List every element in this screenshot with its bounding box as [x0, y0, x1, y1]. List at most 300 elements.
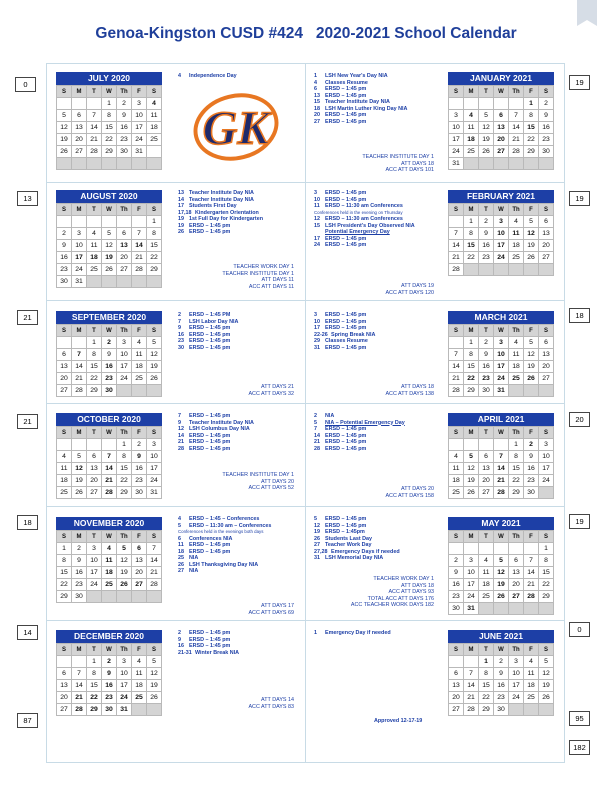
weekday-header: M [72, 644, 87, 656]
day-cell [539, 487, 554, 499]
day-cell: 23 [479, 252, 494, 264]
weekday-header: S [449, 531, 464, 543]
event-line [178, 345, 238, 352]
event-text: ERSD – 1:45 pm [325, 344, 367, 351]
weekday-header: S [57, 427, 72, 439]
event-date: 19 [178, 222, 184, 229]
event-date: 25 [178, 555, 184, 561]
day-cell: 3 [494, 337, 509, 349]
month-grid [448, 643, 554, 716]
weekday-header: S [57, 86, 72, 98]
weekday-header: M [464, 427, 479, 439]
day-cell: 12 [117, 555, 132, 567]
day-cell: 12 [524, 228, 539, 240]
row-divider [46, 403, 565, 404]
day-cell: 28 [464, 704, 479, 716]
event-date: 17,18 [178, 209, 192, 216]
event-text: Emergency Days if needed [331, 548, 400, 555]
day-cell [72, 98, 87, 110]
day-cell: 6 [509, 555, 524, 567]
day-cell [72, 439, 87, 451]
events-november [178, 516, 271, 575]
day-cell: 17 [509, 680, 524, 692]
row-divider [46, 300, 565, 301]
day-cell: 1 [464, 337, 479, 349]
day-cell: 20 [132, 567, 147, 579]
day-cell: 26 [102, 264, 117, 276]
event-text: LSH Columbus Day NIA [189, 426, 250, 432]
day-cell: 10 [539, 451, 554, 463]
month-grid [448, 530, 554, 615]
day-cell: 11 [509, 349, 524, 361]
weekday-header: F [132, 427, 147, 439]
event-date: 4 [314, 79, 317, 86]
day-cell: 1 [524, 98, 539, 110]
event-date: 12 [314, 216, 320, 222]
day-cell: 9 [539, 110, 554, 122]
day-cell: 29 [479, 704, 494, 716]
day-cell: 18 [132, 361, 147, 373]
day-cell: 12 [464, 463, 479, 475]
attendance-november [154, 603, 294, 616]
day-cell [494, 439, 509, 451]
attendance-september [154, 384, 294, 397]
day-cell: 8 [479, 668, 494, 680]
attendance-december [154, 697, 294, 710]
day-cell: 10 [132, 110, 147, 122]
event-text: NIA [325, 413, 335, 419]
day-cell [479, 98, 494, 110]
attendance-line: ATT DAYS 18 [401, 160, 434, 167]
day-cell: 25 [509, 252, 524, 264]
event-date: 5 [178, 522, 181, 529]
day-cell: 22 [509, 475, 524, 487]
weekday-header: S [147, 531, 162, 543]
event-text: ERSD – 1:45 pm [189, 432, 231, 439]
day-cell: 22 [87, 373, 102, 385]
month-title: DECEMBER 2020 [56, 630, 162, 643]
row-divider [46, 620, 565, 621]
day-cell: 1 [102, 98, 117, 110]
event-text: ERSD – 1:45 pm [325, 439, 367, 445]
day-cell: 22 [117, 475, 132, 487]
weekday-header: W [102, 531, 117, 543]
event-date: 16 [178, 643, 184, 649]
event-line [314, 119, 407, 126]
day-cell: 16 [539, 122, 554, 134]
day-cell: 26 [72, 487, 87, 499]
event-text: Classes Resume [325, 338, 368, 344]
event-date: 27 [178, 568, 184, 574]
day-cell: 19 [524, 240, 539, 252]
day-cell: 30 [449, 603, 464, 615]
event-text: ERSD – 1:45 pm [325, 242, 367, 248]
day-cell: 29 [539, 591, 554, 603]
day-cell [509, 158, 524, 170]
day-cell: 25 [479, 591, 494, 603]
event-line [314, 630, 391, 637]
day-cell: 23 [57, 264, 72, 276]
attendance-line: ACC ATT DAYS 158 [385, 492, 434, 499]
calendar-february [448, 190, 554, 276]
day-cell: 7 [449, 349, 464, 361]
events-december [178, 630, 239, 656]
day-cell: 7 [147, 543, 162, 555]
day-cell: 13 [57, 361, 72, 373]
day-cell: 2 [57, 228, 72, 240]
day-cell: 27 [117, 264, 132, 276]
day-cell: 24 [449, 146, 464, 158]
day-cell: 8 [117, 451, 132, 463]
day-cell: 12 [479, 122, 494, 134]
month-grid [448, 324, 554, 397]
event-text: ERSD – 1:45 pm [325, 445, 367, 452]
day-cell [57, 216, 72, 228]
event-line [178, 73, 237, 80]
day-cell [449, 439, 464, 451]
day-cell: 23 [494, 692, 509, 704]
month-title: APRIL 2021 [448, 413, 554, 426]
day-cell: 15 [539, 567, 554, 579]
day-cell: 13 [117, 240, 132, 252]
day-cell: 21 [449, 252, 464, 264]
attendance-line: TEACHER INSTITUTE DAY 1 [362, 154, 434, 160]
day-cell: 28 [132, 264, 147, 276]
day-cell: 15 [87, 680, 102, 692]
month-grid [448, 203, 554, 276]
events-september [178, 312, 238, 351]
day-cell [464, 656, 479, 668]
weekday-header: F [132, 531, 147, 543]
day-cell: 26 [539, 692, 554, 704]
event-text: NIA [189, 568, 199, 574]
weekday-header: F [524, 86, 539, 98]
day-cell [57, 337, 72, 349]
day-cell: 4 [57, 451, 72, 463]
weekday-header: Th [117, 531, 132, 543]
event-text: Conferences NIA [189, 535, 233, 542]
day-cell [449, 337, 464, 349]
day-cell: 29 [464, 385, 479, 397]
day-cell: 9 [494, 668, 509, 680]
day-cell: 5 [539, 656, 554, 668]
day-cell: 8 [509, 451, 524, 463]
day-cell: 23 [102, 373, 117, 385]
day-cell: 4 [509, 337, 524, 349]
day-cell: 12 [524, 349, 539, 361]
day-cell: 18 [524, 680, 539, 692]
event-date: 14 [178, 432, 184, 439]
day-cell: 24 [87, 579, 102, 591]
weekday-header: T [87, 531, 102, 543]
month-title: OCTOBER 2020 [56, 413, 162, 426]
day-cell: 28 [494, 487, 509, 499]
weekday-header: S [57, 325, 72, 337]
day-cell: 22 [539, 579, 554, 591]
weekday-header: W [102, 204, 117, 216]
event-text: ERSD – 1:45 pm [189, 331, 231, 338]
day-cell: 21 [132, 252, 147, 264]
day-cell: 2 [539, 98, 554, 110]
weekday-header: Th [117, 325, 132, 337]
day-cell: 26 [494, 591, 509, 603]
day-cell: 17 [494, 361, 509, 373]
weekday-header: F [524, 531, 539, 543]
day-cell: 2 [479, 216, 494, 228]
day-cell: 14 [509, 122, 524, 134]
day-cell [479, 603, 494, 615]
day-cell: 6 [539, 337, 554, 349]
day-cell: 4 [147, 98, 162, 110]
day-cell: 19 [539, 680, 554, 692]
event-line [314, 555, 400, 562]
calendar-may [448, 517, 554, 615]
calendar-august [56, 190, 162, 288]
calendar-november [56, 517, 162, 603]
calendar-january [448, 72, 554, 170]
events-january [314, 73, 407, 125]
day-cell [87, 439, 102, 451]
event-text: ERSD – 1:45 pm [189, 630, 231, 636]
day-cell: 4 [524, 656, 539, 668]
day-cell: 20 [57, 692, 72, 704]
day-cell: 4 [102, 543, 117, 555]
day-cell: 14 [464, 680, 479, 692]
day-cell: 20 [449, 692, 464, 704]
count-box-december: 14 [17, 625, 38, 640]
day-cell: 18 [464, 134, 479, 146]
event-date: 5 [314, 516, 317, 522]
month-title: JANUARY 2021 [448, 72, 554, 85]
event-text: Spring Break NIA [331, 331, 376, 338]
day-cell [72, 656, 87, 668]
event-date: 28 [178, 445, 184, 452]
day-cell [494, 603, 509, 615]
day-cell: 20 [57, 373, 72, 385]
day-cell: 17 [72, 252, 87, 264]
day-cell: 8 [57, 555, 72, 567]
weekday-header: T [87, 427, 102, 439]
event-text: ERSD – 1:45 pm [325, 522, 367, 529]
weekday-header: T [479, 204, 494, 216]
day-cell: 15 [464, 361, 479, 373]
day-cell: 23 [449, 591, 464, 603]
event-date: 20 [314, 112, 320, 118]
attendance-line: TOTAL ACC ATT DAYS 176 [367, 595, 434, 602]
day-cell: 13 [132, 555, 147, 567]
event-text: LSH Memorial Day NIA [325, 555, 384, 561]
event-date: 9 [178, 636, 181, 643]
day-cell: 14 [87, 122, 102, 134]
event-date: 10 [314, 196, 320, 203]
day-cell: 5 [117, 543, 132, 555]
day-cell: 19 [102, 252, 117, 264]
day-cell: 13 [72, 122, 87, 134]
day-cell: 18 [449, 475, 464, 487]
day-cell: 19 [479, 134, 494, 146]
day-cell: 27 [57, 704, 72, 716]
event-text: Winter Break NIA [195, 649, 239, 656]
weekday-header: F [132, 86, 147, 98]
event-text: ERSD – 1:45 pm [189, 344, 231, 351]
day-cell: 10 [449, 122, 464, 134]
event-text: Students Last Day [325, 535, 373, 542]
day-cell [132, 704, 147, 716]
day-cell [102, 276, 117, 288]
day-cell: 10 [117, 668, 132, 680]
day-cell: 6 [449, 668, 464, 680]
day-cell: 25 [147, 134, 162, 146]
weekday-header: T [87, 325, 102, 337]
day-cell: 9 [479, 228, 494, 240]
day-cell [102, 216, 117, 228]
weekday-header: F [524, 204, 539, 216]
day-cell: 31 [117, 704, 132, 716]
weekday-header: F [524, 644, 539, 656]
weekday-header: M [464, 325, 479, 337]
weekday-header: M [72, 86, 87, 98]
day-cell: 27 [87, 487, 102, 499]
day-cell: 7 [72, 668, 87, 680]
attendance-line: ACC ATT DAYS 138 [385, 390, 434, 397]
day-cell: 13 [539, 349, 554, 361]
day-cell: 9 [524, 451, 539, 463]
day-cell: 24 [539, 475, 554, 487]
attendance-line: ATT DAYS 18 [401, 384, 434, 390]
day-cell [509, 603, 524, 615]
day-cell: 25 [102, 579, 117, 591]
event-date: 30 [178, 344, 184, 351]
day-cell: 11 [464, 122, 479, 134]
day-cell: 10 [117, 349, 132, 361]
day-cell: 21 [87, 134, 102, 146]
weekday-header: T [87, 86, 102, 98]
day-cell: 24 [509, 692, 524, 704]
day-cell [87, 158, 102, 170]
event-text: ERSD – 11:30 am Conferences [325, 216, 403, 222]
day-cell: 19 [524, 361, 539, 373]
day-cell: 17 [449, 134, 464, 146]
day-cell [479, 543, 494, 555]
event-text: ERSD – 1:45 pm [325, 318, 367, 325]
weekday-header: S [147, 86, 162, 98]
weekday-header: S [449, 427, 464, 439]
day-cell [147, 158, 162, 170]
event-text: ERSD – 1:45 pm [189, 636, 231, 643]
day-cell [147, 591, 162, 603]
day-cell: 26 [147, 692, 162, 704]
day-cell: 7 [494, 451, 509, 463]
day-cell: 16 [479, 361, 494, 373]
day-cell [87, 98, 102, 110]
attendance-may [294, 576, 434, 609]
day-cell: 7 [132, 228, 147, 240]
day-cell [132, 216, 147, 228]
day-cell [539, 704, 554, 716]
events-may [314, 516, 400, 562]
day-cell [539, 603, 554, 615]
event-text: ERSD – 11:30 am Conferences [325, 203, 403, 209]
attendance-line: ATT DAYS 18 [401, 582, 434, 589]
day-cell: 16 [72, 567, 87, 579]
events-march [314, 312, 375, 351]
day-cell: 30 [494, 704, 509, 716]
event-text: ERSD – 1:45 pm [325, 190, 367, 196]
attendance-line: ATT DAYS 14 [261, 697, 294, 703]
day-cell: 27 [539, 373, 554, 385]
day-cell: 3 [117, 656, 132, 668]
bookmark-icon [577, 0, 597, 20]
event-date: 19 [178, 216, 184, 222]
day-cell: 6 [539, 216, 554, 228]
day-cell: 4 [464, 110, 479, 122]
weekday-header: S [539, 644, 554, 656]
day-cell: 2 [102, 656, 117, 668]
day-cell: 13 [494, 122, 509, 134]
day-cell: 8 [524, 110, 539, 122]
day-cell: 26 [147, 373, 162, 385]
day-cell: 21 [147, 567, 162, 579]
weekday-header: T [479, 86, 494, 98]
month-title: MARCH 2021 [448, 311, 554, 324]
event-date: 18 [178, 548, 184, 555]
day-cell: 20 [117, 252, 132, 264]
day-cell: 30 [72, 591, 87, 603]
day-cell: 14 [72, 361, 87, 373]
day-cell: 30 [479, 385, 494, 397]
day-cell: 21 [72, 373, 87, 385]
weekday-header: S [57, 204, 72, 216]
day-cell: 22 [524, 134, 539, 146]
day-cell: 1 [464, 216, 479, 228]
day-cell: 15 [524, 122, 539, 134]
attendance-line: ATT DAYS 20 [401, 486, 434, 492]
day-cell [509, 704, 524, 716]
day-cell: 3 [132, 98, 147, 110]
weekday-header: W [102, 325, 117, 337]
event-text: ERSD – 1:45 pm [325, 86, 367, 92]
month-title: FEBRUARY 2021 [448, 190, 554, 203]
day-cell [479, 439, 494, 451]
day-cell [102, 591, 117, 603]
event-text: ERSD – 1:45 PM [189, 312, 231, 318]
events-june [314, 630, 391, 637]
event-date: 31 [314, 344, 320, 351]
event-text: ERSD – 1:45 pm [189, 222, 231, 229]
day-cell [147, 146, 162, 158]
event-text: Teacher Institute Day NIA [189, 196, 254, 203]
event-date: 13 [178, 190, 184, 196]
day-cell: 14 [449, 361, 464, 373]
attendance-line: ACC ATT DAYS 101 [385, 167, 434, 173]
day-cell: 5 [524, 216, 539, 228]
day-cell: 9 [132, 451, 147, 463]
weekday-header: S [449, 204, 464, 216]
calendar-march [448, 311, 554, 397]
day-cell: 13 [479, 463, 494, 475]
day-cell [464, 439, 479, 451]
attendance-line: ATT DAYS 11 [261, 277, 294, 283]
day-cell: 3 [539, 439, 554, 451]
event-text: ERSD – 1:45 pm [189, 643, 231, 649]
day-cell: 11 [479, 567, 494, 579]
day-cell: 9 [72, 555, 87, 567]
attendance-line: ATT DAYS 21 [261, 384, 294, 390]
day-cell: 4 [449, 451, 464, 463]
day-cell: 10 [509, 668, 524, 680]
event-text: Classes Resume [325, 79, 368, 86]
event-date: 27 [314, 542, 320, 548]
